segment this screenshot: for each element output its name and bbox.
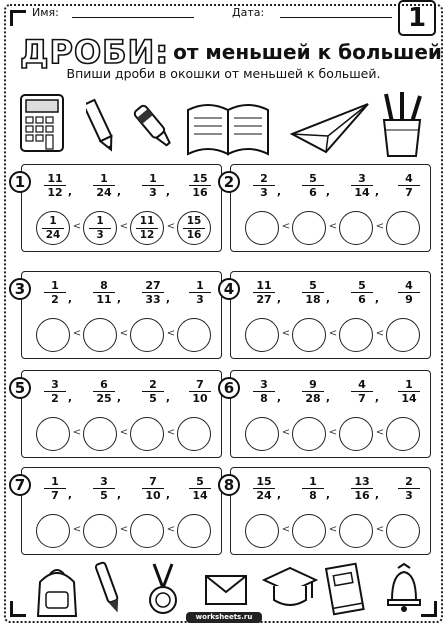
denominator: 6 bbox=[358, 293, 366, 306]
fraction bbox=[89, 173, 119, 198]
fraction bbox=[40, 173, 70, 198]
fraction bbox=[394, 379, 424, 404]
site-logo: worksheets.ru bbox=[186, 612, 262, 623]
numerator: 9 bbox=[309, 378, 317, 391]
marker-icon bbox=[132, 100, 180, 156]
denominator: 8 bbox=[260, 392, 268, 405]
answer-circle[interactable] bbox=[83, 211, 117, 245]
numerator: 5 bbox=[309, 172, 317, 185]
less-than-sign: < bbox=[328, 524, 338, 535]
book-icon bbox=[324, 562, 366, 618]
less-than-sign: < bbox=[281, 524, 291, 535]
answer-circle[interactable] bbox=[386, 318, 420, 352]
denominator: 25 bbox=[96, 392, 112, 405]
denominator: 16 bbox=[354, 489, 370, 502]
fraction bbox=[89, 476, 119, 501]
answer-circle[interactable] bbox=[339, 211, 373, 245]
numerator: 1 bbox=[405, 378, 413, 391]
numerator: 2 bbox=[149, 378, 157, 391]
answer-circle[interactable] bbox=[36, 417, 70, 451]
answer-circle[interactable] bbox=[177, 318, 211, 352]
denominator: 24 bbox=[45, 229, 61, 241]
numerator: 7 bbox=[196, 378, 204, 391]
exercise-number: 1 bbox=[9, 171, 31, 193]
answer-circle[interactable] bbox=[339, 318, 373, 352]
answer-fraction bbox=[132, 216, 162, 241]
date-field[interactable] bbox=[280, 17, 392, 18]
less-than-sign: < bbox=[375, 524, 385, 535]
less-than-sign: < bbox=[166, 524, 176, 535]
denominator: 8 bbox=[309, 489, 317, 502]
comma: , bbox=[325, 292, 330, 305]
numerator: 1 bbox=[51, 279, 59, 292]
fraction bbox=[298, 379, 328, 404]
numerator: 4 bbox=[405, 172, 413, 185]
denominator: 14 bbox=[192, 489, 208, 502]
comma: , bbox=[325, 391, 330, 404]
comma: , bbox=[276, 292, 281, 305]
exercise-number: 3 bbox=[9, 278, 31, 300]
denominator: 12 bbox=[47, 186, 63, 199]
pencil-cup-icon bbox=[378, 90, 426, 158]
fraction bbox=[40, 476, 70, 501]
numerator: 5 bbox=[196, 475, 204, 488]
fraction bbox=[138, 173, 168, 198]
exercise-number: 4 bbox=[218, 278, 240, 300]
envelope-icon bbox=[204, 574, 248, 606]
less-than-sign: < bbox=[119, 328, 129, 339]
paper-plane-icon bbox=[288, 100, 372, 156]
fraction bbox=[249, 476, 279, 501]
answer-fraction bbox=[85, 216, 115, 241]
comma: , bbox=[165, 292, 170, 305]
numerator: 5 bbox=[309, 279, 317, 292]
denominator: 9 bbox=[405, 293, 413, 306]
instruction-text: Впиши дроби в окошки от меньшей к большей. bbox=[66, 66, 381, 81]
numerator: 6 bbox=[100, 378, 108, 391]
answer-circle[interactable] bbox=[245, 417, 279, 451]
fraction bbox=[138, 379, 168, 404]
numerator: 1 bbox=[196, 279, 204, 292]
comma: , bbox=[325, 488, 330, 501]
numerator: 2 bbox=[260, 172, 268, 185]
denominator: 33 bbox=[145, 293, 161, 306]
comma: , bbox=[374, 488, 379, 501]
numerator: 4 bbox=[358, 378, 366, 391]
exercise-number: 8 bbox=[218, 474, 240, 496]
less-than-sign: < bbox=[166, 221, 176, 232]
denominator: 12 bbox=[139, 229, 155, 241]
denominator: 16 bbox=[186, 229, 202, 241]
numerator: 11 bbox=[139, 215, 155, 227]
comma: , bbox=[116, 185, 121, 198]
fraction bbox=[347, 173, 377, 198]
page-number: 1 bbox=[398, 0, 436, 36]
numerator: 1 bbox=[49, 215, 57, 227]
answer-circle[interactable] bbox=[292, 318, 326, 352]
title-main: ДРОБИ: bbox=[20, 33, 170, 71]
title-sub: от меньшей к большей bbox=[173, 40, 442, 64]
name-label: Имя: bbox=[32, 6, 59, 19]
fraction bbox=[347, 379, 377, 404]
comma: , bbox=[116, 292, 121, 305]
answer-fraction bbox=[179, 216, 209, 241]
less-than-sign: < bbox=[72, 328, 82, 339]
comma: , bbox=[116, 488, 121, 501]
fraction bbox=[185, 280, 215, 305]
denominator: 6 bbox=[309, 186, 317, 199]
denominator: 18 bbox=[305, 293, 321, 306]
numerator: 3 bbox=[51, 378, 59, 391]
exercise-box bbox=[14, 370, 222, 458]
corner-mark bbox=[10, 601, 26, 617]
less-than-sign: < bbox=[119, 427, 129, 438]
numerator: 8 bbox=[100, 279, 108, 292]
answer-fraction bbox=[38, 216, 68, 241]
answer-circle[interactable] bbox=[339, 417, 373, 451]
denominator: 3 bbox=[405, 489, 413, 502]
less-than-sign: < bbox=[328, 328, 338, 339]
answer-circle[interactable] bbox=[177, 514, 211, 548]
answer-circle[interactable] bbox=[292, 417, 326, 451]
answer-circle[interactable] bbox=[177, 211, 211, 245]
comma: , bbox=[67, 391, 72, 404]
denominator: 7 bbox=[405, 186, 413, 199]
less-than-sign: < bbox=[166, 427, 176, 438]
fraction bbox=[185, 379, 215, 404]
exercise-number: 7 bbox=[9, 474, 31, 496]
answer-circle[interactable] bbox=[130, 318, 164, 352]
fraction bbox=[298, 476, 328, 501]
less-than-sign: < bbox=[119, 524, 129, 535]
answer-circle[interactable] bbox=[386, 514, 420, 548]
denominator: 10 bbox=[192, 392, 208, 405]
fraction bbox=[40, 280, 70, 305]
denominator: 3 bbox=[196, 293, 204, 306]
exercise-box bbox=[223, 164, 431, 252]
denominator: 3 bbox=[149, 186, 157, 199]
less-than-sign: < bbox=[328, 221, 338, 232]
denominator: 14 bbox=[401, 392, 417, 405]
exercise-number: 5 bbox=[9, 377, 31, 399]
numerator: 1 bbox=[309, 475, 317, 488]
comma: , bbox=[374, 185, 379, 198]
answer-circle[interactable] bbox=[292, 514, 326, 548]
numerator: 5 bbox=[358, 279, 366, 292]
exercise-box bbox=[223, 271, 431, 359]
denominator: 24 bbox=[256, 489, 272, 502]
answer-circle[interactable] bbox=[386, 417, 420, 451]
comma: , bbox=[67, 488, 72, 501]
fraction bbox=[185, 476, 215, 501]
numerator: 1 bbox=[149, 172, 157, 185]
fraction bbox=[138, 476, 168, 501]
less-than-sign: < bbox=[119, 221, 129, 232]
numerator: 11 bbox=[47, 172, 63, 185]
numerator: 15 bbox=[256, 475, 272, 488]
numerator: 1 bbox=[96, 215, 104, 227]
exercise-box bbox=[14, 164, 222, 252]
numerator: 11 bbox=[256, 279, 272, 292]
fraction bbox=[249, 173, 279, 198]
less-than-sign: < bbox=[375, 221, 385, 232]
denominator: 27 bbox=[256, 293, 272, 306]
exercise-box bbox=[14, 271, 222, 359]
denominator: 28 bbox=[305, 392, 321, 405]
less-than-sign: < bbox=[72, 427, 82, 438]
denominator: 7 bbox=[51, 489, 59, 502]
answer-circle[interactable] bbox=[292, 211, 326, 245]
calculator-icon bbox=[18, 92, 66, 154]
fraction bbox=[249, 379, 279, 404]
answer-circle[interactable] bbox=[36, 514, 70, 548]
answer-circle[interactable] bbox=[130, 211, 164, 245]
bell-icon bbox=[384, 562, 424, 616]
fraction bbox=[40, 379, 70, 404]
comma: , bbox=[276, 185, 281, 198]
answer-circle[interactable] bbox=[386, 211, 420, 245]
fraction bbox=[298, 280, 328, 305]
answer-circle[interactable] bbox=[83, 318, 117, 352]
denominator: 2 bbox=[51, 293, 59, 306]
fraction bbox=[138, 280, 168, 305]
denominator: 3 bbox=[96, 229, 104, 241]
medal-icon bbox=[146, 562, 180, 618]
answer-circle[interactable] bbox=[83, 417, 117, 451]
comma: , bbox=[67, 292, 72, 305]
comma: , bbox=[374, 292, 379, 305]
comma: , bbox=[276, 391, 281, 404]
numerator: 1 bbox=[100, 172, 108, 185]
answer-circle[interactable] bbox=[245, 211, 279, 245]
exercise-box bbox=[223, 467, 431, 555]
answer-circle[interactable] bbox=[36, 211, 70, 245]
denominator: 14 bbox=[354, 186, 370, 199]
corner-mark bbox=[10, 10, 26, 26]
less-than-sign: < bbox=[72, 524, 82, 535]
answer-circle[interactable] bbox=[177, 417, 211, 451]
open-book-icon bbox=[184, 96, 272, 160]
denominator: 24 bbox=[96, 186, 112, 199]
fraction bbox=[249, 280, 279, 305]
fraction bbox=[185, 173, 215, 198]
numerator: 15 bbox=[186, 215, 202, 227]
comma: , bbox=[165, 185, 170, 198]
numerator: 4 bbox=[405, 279, 413, 292]
numerator: 15 bbox=[192, 172, 208, 185]
less-than-sign: < bbox=[166, 328, 176, 339]
answer-circle[interactable] bbox=[245, 318, 279, 352]
denominator: 10 bbox=[145, 489, 161, 502]
numerator: 3 bbox=[100, 475, 108, 488]
backpack-icon bbox=[30, 562, 84, 618]
comma: , bbox=[374, 391, 379, 404]
pen-icon bbox=[94, 560, 124, 618]
denominator: 7 bbox=[358, 392, 366, 405]
denominator: 5 bbox=[149, 392, 157, 405]
answer-circle[interactable] bbox=[339, 514, 373, 548]
fraction bbox=[394, 173, 424, 198]
denominator: 2 bbox=[51, 392, 59, 405]
answer-circle[interactable] bbox=[130, 514, 164, 548]
numerator: 27 bbox=[145, 279, 161, 292]
comma: , bbox=[116, 391, 121, 404]
less-than-sign: < bbox=[328, 427, 338, 438]
less-than-sign: < bbox=[375, 328, 385, 339]
less-than-sign: < bbox=[281, 221, 291, 232]
denominator: 5 bbox=[100, 489, 108, 502]
answer-circle[interactable] bbox=[130, 417, 164, 451]
numerator: 1 bbox=[51, 475, 59, 488]
fraction bbox=[347, 476, 377, 501]
page-title bbox=[20, 33, 442, 71]
less-than-sign: < bbox=[72, 221, 82, 232]
numerator: 13 bbox=[354, 475, 370, 488]
less-than-sign: < bbox=[375, 427, 385, 438]
denominator: 3 bbox=[260, 186, 268, 199]
fraction bbox=[89, 379, 119, 404]
exercise-number: 2 bbox=[218, 171, 240, 193]
numerator: 7 bbox=[149, 475, 157, 488]
exercise-box bbox=[14, 467, 222, 555]
answer-circle[interactable] bbox=[83, 514, 117, 548]
denominator: 16 bbox=[192, 186, 208, 199]
graduation-cap-icon bbox=[262, 564, 318, 612]
less-than-sign: < bbox=[281, 328, 291, 339]
exercise-box bbox=[223, 370, 431, 458]
name-field[interactable] bbox=[72, 17, 194, 18]
comma: , bbox=[276, 488, 281, 501]
denominator: 11 bbox=[96, 293, 112, 306]
comma: , bbox=[67, 185, 72, 198]
fraction bbox=[347, 280, 377, 305]
comma: , bbox=[165, 391, 170, 404]
exercise-number: 6 bbox=[218, 377, 240, 399]
fraction bbox=[89, 280, 119, 305]
numerator: 3 bbox=[260, 378, 268, 391]
fraction bbox=[394, 476, 424, 501]
fraction bbox=[394, 280, 424, 305]
comma: , bbox=[325, 185, 330, 198]
numerator: 3 bbox=[358, 172, 366, 185]
numerator: 2 bbox=[405, 475, 413, 488]
less-than-sign: < bbox=[281, 427, 291, 438]
pencil-icon bbox=[86, 96, 114, 156]
answer-circle[interactable] bbox=[36, 318, 70, 352]
date-label: Дата: bbox=[232, 6, 265, 19]
fraction bbox=[298, 173, 328, 198]
answer-circle[interactable] bbox=[245, 514, 279, 548]
comma: , bbox=[165, 488, 170, 501]
